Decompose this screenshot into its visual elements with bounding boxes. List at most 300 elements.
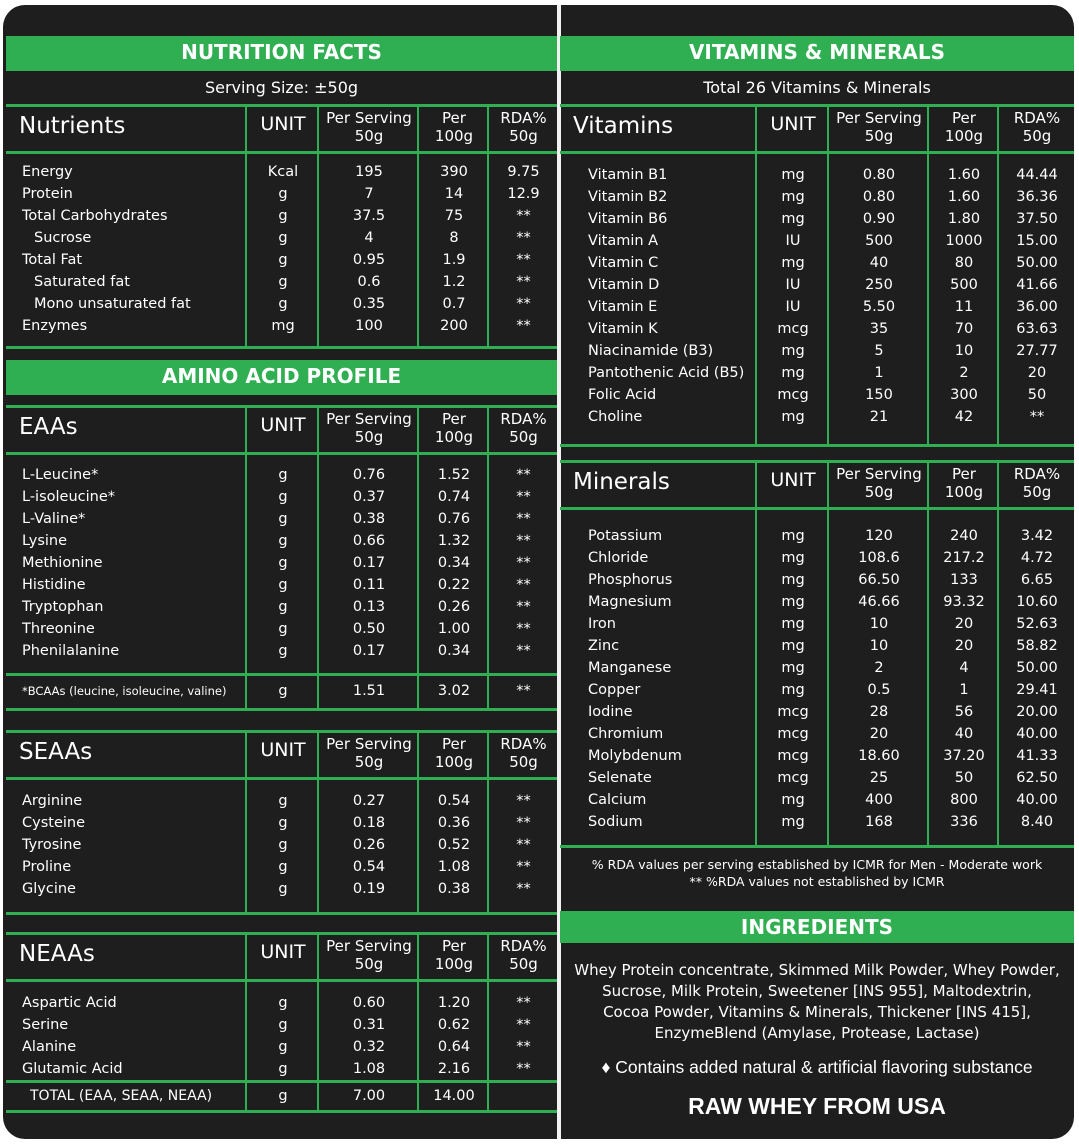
row-per-100g: 1.60 bbox=[947, 189, 981, 205]
row-per-100g: 300 bbox=[950, 387, 978, 403]
row-per-100g: 0.34 bbox=[437, 643, 471, 659]
eaas-header-title: EAAs bbox=[19, 414, 78, 440]
row-unit: mg bbox=[781, 594, 805, 610]
row-unit: g bbox=[278, 1088, 288, 1104]
rda-note: % RDA values per serving established by ICMR for Men - Moderate work bbox=[591, 857, 1043, 872]
vitamins-row bbox=[560, 274, 1074, 296]
row-per-serving: 0.35 bbox=[352, 296, 386, 312]
row-unit: mg bbox=[781, 550, 805, 566]
minerals-row bbox=[560, 767, 1074, 789]
row-unit: g bbox=[278, 621, 288, 637]
row-per-100g: 0.38 bbox=[437, 881, 471, 897]
row-name: Protein bbox=[22, 186, 73, 202]
minerals-header-title: Minerals bbox=[573, 469, 670, 495]
row-per-serving: 10 bbox=[869, 638, 889, 654]
row-per-100g: 14.00 bbox=[433, 1088, 475, 1104]
row-per-serving: 0.60 bbox=[352, 995, 386, 1011]
header-line: Per Serving bbox=[326, 109, 412, 127]
row-per-100g: 0.52 bbox=[437, 837, 471, 853]
row-unit: mcg bbox=[777, 726, 809, 742]
row-per-serving: 0.37 bbox=[352, 489, 386, 505]
row-per-100g: 0.64 bbox=[437, 1039, 471, 1055]
row-name: Histidine bbox=[22, 577, 86, 593]
row-rda: 9.75 bbox=[507, 164, 540, 180]
row-unit: mg bbox=[781, 343, 805, 359]
header-line: 100g bbox=[944, 127, 984, 145]
row-name: L-Leucine* bbox=[22, 467, 99, 483]
row-per-100g: 8 bbox=[449, 230, 459, 246]
row-unit: mcg bbox=[777, 770, 809, 786]
seaas-header-per-serving bbox=[320, 735, 418, 771]
minerals-header-per-serving bbox=[830, 465, 928, 501]
header-line: Per Serving bbox=[326, 410, 412, 428]
row-per-serving: 0.13 bbox=[352, 599, 386, 615]
row-name: Vitamin A bbox=[588, 233, 659, 249]
nutrients-bottom-rule bbox=[6, 346, 557, 349]
neaas-header-row bbox=[6, 935, 557, 979]
row-unit: g bbox=[278, 599, 288, 615]
row-per-serving: 5 bbox=[874, 343, 884, 359]
row-per-serving: 1.08 bbox=[352, 1061, 386, 1077]
row-per-100g: 200 bbox=[440, 318, 468, 334]
row-per-100g: 2.16 bbox=[437, 1061, 471, 1077]
row-per-100g: 1000 bbox=[945, 233, 983, 249]
row-per-serving: 0.6 bbox=[357, 274, 381, 290]
row-unit: IU bbox=[785, 233, 801, 249]
seaas-row bbox=[6, 834, 557, 856]
row-unit: g bbox=[278, 186, 288, 202]
row-per-serving: 1.51 bbox=[352, 683, 386, 699]
seaas-header-rda bbox=[490, 735, 557, 771]
row-per-100g: 0.26 bbox=[437, 599, 471, 615]
row-per-serving: 0.54 bbox=[352, 859, 386, 875]
row-name: Proline bbox=[22, 859, 72, 875]
row-rda: ** bbox=[516, 599, 531, 615]
row-per-serving: 0.17 bbox=[352, 643, 386, 659]
row-name: Glutamic Acid bbox=[22, 1061, 123, 1077]
row-rda: ** bbox=[516, 555, 531, 571]
row-per-serving: 35 bbox=[869, 321, 889, 337]
row-per-serving: 7.00 bbox=[352, 1088, 386, 1104]
row-per-100g: 3.02 bbox=[437, 683, 471, 699]
seaas-header-title: SEAAs bbox=[19, 739, 93, 765]
minerals-row bbox=[560, 723, 1074, 745]
seaas-header-row bbox=[6, 733, 557, 777]
eaas-header-unit: UNIT bbox=[260, 414, 306, 436]
row-name: Tyrosine bbox=[22, 837, 82, 853]
vitamins-row bbox=[560, 164, 1074, 186]
row-name: Vitamin B1 bbox=[588, 167, 668, 183]
header-line: 100g bbox=[434, 955, 474, 973]
row-per-100g: 80 bbox=[954, 255, 974, 271]
row-per-100g: 1.9 bbox=[442, 252, 466, 268]
row-unit: g bbox=[278, 815, 288, 831]
row-per-serving: 168 bbox=[865, 814, 893, 830]
row-rda: 6.65 bbox=[1020, 572, 1054, 588]
minerals-row bbox=[560, 811, 1074, 833]
row-per-100g: 1.80 bbox=[947, 211, 981, 227]
eaas-header-per-serving bbox=[320, 410, 418, 446]
row-per-serving: 0.17 bbox=[352, 555, 386, 571]
header-line: 50g bbox=[509, 955, 538, 973]
row-per-100g: 500 bbox=[950, 277, 978, 293]
vitamins-header-per-100g bbox=[930, 109, 998, 145]
header-line: 100g bbox=[434, 127, 474, 145]
row-per-100g: 133 bbox=[950, 572, 978, 588]
row-name: Lysine bbox=[22, 533, 68, 549]
row-per-serving: 21 bbox=[869, 409, 889, 425]
row-per-100g: 1.52 bbox=[437, 467, 471, 483]
row-per-100g: 0.36 bbox=[437, 815, 471, 831]
seaas-bottom-rule bbox=[6, 912, 557, 915]
row-unit: mg bbox=[781, 409, 805, 425]
header-line: 50g bbox=[354, 127, 384, 145]
nutrients-header-unit: UNIT bbox=[260, 113, 306, 135]
row-per-100g: 1.20 bbox=[437, 995, 471, 1011]
nutrients-row bbox=[6, 315, 557, 337]
vitamins-row bbox=[560, 318, 1074, 340]
eaas-header-per-100g bbox=[420, 410, 488, 446]
row-name: Phenilalanine bbox=[22, 643, 120, 659]
neaas-header-per-serving bbox=[320, 937, 418, 973]
vitamins-row bbox=[560, 296, 1074, 318]
row-unit: g bbox=[278, 1039, 288, 1055]
row-per-serving: 100 bbox=[355, 318, 383, 334]
eaas-row bbox=[6, 552, 557, 574]
flavoring-notice: ♦ Contains added natural & artificial flavoring substance bbox=[601, 1057, 1033, 1077]
row-per-100g: 1.32 bbox=[437, 533, 471, 549]
minerals-row bbox=[560, 657, 1074, 679]
nutrition-facts-title: NUTRITION FACTS bbox=[6, 36, 557, 68]
row-rda: ** bbox=[516, 683, 531, 699]
vitamins-row bbox=[560, 340, 1074, 362]
row-unit: g bbox=[278, 837, 288, 853]
vitamins-header-per-serving bbox=[830, 109, 928, 145]
row-name: Tryptophan bbox=[22, 599, 104, 615]
row-name: Molybdenum bbox=[588, 748, 682, 764]
green-rule bbox=[6, 68, 557, 71]
row-unit: g bbox=[278, 533, 288, 549]
nutrients-header-per-serving bbox=[320, 109, 418, 145]
row-per-serving: 0.80 bbox=[862, 167, 896, 183]
row-name: Iron bbox=[588, 616, 616, 632]
row-per-100g: 4 bbox=[959, 660, 969, 676]
row-per-serving: 4 bbox=[364, 230, 374, 246]
row-rda: ** bbox=[516, 274, 531, 290]
row-per-serving: 0.32 bbox=[352, 1039, 386, 1055]
row-unit: mg bbox=[781, 616, 805, 632]
ingredients-line: Cocoa Powder, Vitamins & Minerals, Thickener [INS 415], bbox=[603, 1003, 1031, 1021]
row-rda: 36.36 bbox=[1016, 189, 1058, 205]
row-rda: 50 bbox=[1027, 387, 1047, 403]
row-per-serving: 0.5 bbox=[867, 682, 891, 698]
row-per-serving: 0.26 bbox=[352, 837, 386, 853]
row-unit: mg bbox=[781, 167, 805, 183]
row-rda: 29.41 bbox=[1016, 682, 1058, 698]
header-line: RDA% bbox=[500, 410, 547, 428]
header-line: Per bbox=[952, 109, 976, 127]
row-per-serving: 5.50 bbox=[862, 299, 896, 315]
row-rda: ** bbox=[516, 511, 531, 527]
row-unit: mg bbox=[271, 318, 295, 334]
row-rda: ** bbox=[516, 815, 531, 831]
nutrients-header-row bbox=[6, 107, 557, 151]
row-unit: mg bbox=[781, 792, 805, 808]
row-rda: ** bbox=[516, 230, 531, 246]
row-rda: 41.33 bbox=[1016, 748, 1058, 764]
row-per-serving: 0.76 bbox=[352, 467, 386, 483]
row-rda: 36.00 bbox=[1016, 299, 1058, 315]
row-name: Total Fat bbox=[22, 252, 83, 268]
eaas-header-row bbox=[6, 408, 557, 452]
column-rule bbox=[487, 1080, 489, 1110]
row-per-serving: 20 bbox=[869, 726, 889, 742]
row-per-100g: 20 bbox=[954, 638, 974, 654]
header-line: 50g bbox=[1022, 127, 1052, 145]
minerals-header-per-100g bbox=[930, 465, 998, 501]
column-rule bbox=[317, 1080, 319, 1110]
row-per-serving: 0.80 bbox=[862, 189, 896, 205]
vitamins-bottom-rule bbox=[560, 444, 1074, 447]
row-per-serving: 120 bbox=[865, 528, 893, 544]
row-rda: 58.82 bbox=[1016, 638, 1058, 654]
vitamins-row bbox=[560, 406, 1074, 428]
minerals-row bbox=[560, 635, 1074, 657]
eaas-row bbox=[6, 640, 557, 662]
row-per-100g: 56 bbox=[954, 704, 974, 720]
row-unit: mcg bbox=[777, 748, 809, 764]
nutrients-row bbox=[6, 293, 557, 315]
row-unit: mg bbox=[781, 211, 805, 227]
row-per-100g: 70 bbox=[954, 321, 974, 337]
row-per-serving: 0.18 bbox=[352, 815, 386, 831]
row-unit: g bbox=[278, 230, 288, 246]
row-unit: IU bbox=[785, 299, 801, 315]
row-per-100g: 40 bbox=[954, 726, 974, 742]
row-rda: ** bbox=[516, 1061, 531, 1077]
row-rda: ** bbox=[516, 793, 531, 809]
column-rule bbox=[487, 673, 489, 708]
row-unit: mg bbox=[781, 365, 805, 381]
row-unit: Kcal bbox=[267, 164, 299, 180]
row-per-100g: 390 bbox=[440, 164, 468, 180]
row-rda: 44.44 bbox=[1016, 167, 1058, 183]
vitamins-row bbox=[560, 186, 1074, 208]
row-unit: IU bbox=[785, 277, 801, 293]
row-rda: ** bbox=[516, 881, 531, 897]
row-per-serving: 0.38 bbox=[352, 511, 386, 527]
row-per-100g: 20 bbox=[954, 616, 974, 632]
row-rda: ** bbox=[516, 1017, 531, 1033]
header-line: RDA% bbox=[1013, 465, 1061, 483]
row-rda: ** bbox=[516, 621, 531, 637]
column-rule bbox=[245, 1080, 247, 1110]
row-name: Vitamin C bbox=[588, 255, 659, 271]
row-unit: mg bbox=[781, 814, 805, 830]
row-rda: 37.50 bbox=[1016, 211, 1058, 227]
header-line: 50g bbox=[354, 955, 384, 973]
column-rule bbox=[245, 673, 247, 708]
row-name: Iodine bbox=[588, 704, 633, 720]
row-rda: 40.00 bbox=[1016, 792, 1058, 808]
row-rda: 15.00 bbox=[1016, 233, 1058, 249]
row-rda: ** bbox=[516, 318, 531, 334]
row-name: Vitamin D bbox=[588, 277, 660, 293]
row-per-100g: 0.54 bbox=[437, 793, 471, 809]
header-line: 50g bbox=[509, 428, 538, 446]
header-line: Per Serving bbox=[326, 937, 412, 955]
row-name: Magnesium bbox=[588, 594, 672, 610]
row-per-100g: 0.74 bbox=[437, 489, 471, 505]
row-name: Chloride bbox=[588, 550, 649, 566]
row-per-serving: 46.66 bbox=[858, 594, 900, 610]
rda-note-unestablished: ** %RDA values not established by ICMR bbox=[689, 874, 945, 889]
row-unit: mg bbox=[781, 255, 805, 271]
vitamins-minerals-title: VITAMINS & MINERALS bbox=[560, 36, 1074, 68]
neaas-bottom-rule bbox=[6, 1080, 557, 1083]
eaas-row bbox=[6, 618, 557, 640]
header-line: Per bbox=[442, 109, 466, 127]
total-row bbox=[6, 1085, 557, 1107]
minerals-row bbox=[560, 613, 1074, 635]
row-name: Mono unsaturated fat bbox=[34, 296, 191, 312]
neaas-header-rda bbox=[490, 937, 557, 973]
minerals-row bbox=[560, 679, 1074, 701]
row-rda: ** bbox=[516, 533, 531, 549]
header-line: 50g bbox=[509, 127, 538, 145]
header-line: 50g bbox=[354, 428, 384, 446]
neaas-header-per-100g bbox=[420, 937, 488, 973]
row-rda: ** bbox=[516, 837, 531, 853]
row-rda: 50.00 bbox=[1016, 255, 1058, 271]
eaas-header-rule bbox=[6, 452, 557, 455]
row-per-100g: 1.08 bbox=[437, 859, 471, 875]
row-name: Vitamin K bbox=[588, 321, 658, 337]
row-rda: 63.63 bbox=[1016, 321, 1058, 337]
row-unit: mg bbox=[781, 528, 805, 544]
minerals-row bbox=[560, 789, 1074, 811]
row-per-100g: 240 bbox=[950, 528, 978, 544]
header-line: 50g bbox=[864, 483, 894, 501]
row-unit: mcg bbox=[777, 387, 809, 403]
row-name: Cysteine bbox=[22, 815, 86, 831]
row-name: Threonine bbox=[22, 621, 95, 637]
row-unit: g bbox=[278, 1061, 288, 1077]
row-name: Aspartic Acid bbox=[22, 995, 117, 1011]
row-per-serving: 28 bbox=[869, 704, 889, 720]
row-unit: mg bbox=[781, 572, 805, 588]
row-unit: g bbox=[278, 643, 288, 659]
header-line: RDA% bbox=[500, 735, 547, 753]
row-per-100g: 37.20 bbox=[943, 748, 985, 764]
header-line: Per bbox=[442, 937, 466, 955]
row-unit: g bbox=[278, 683, 288, 699]
header-line: RDA% bbox=[1013, 109, 1061, 127]
row-per-serving: 0.66 bbox=[352, 533, 386, 549]
row-per-100g: 336 bbox=[950, 814, 978, 830]
nutrients-header-title: Nutrients bbox=[19, 113, 126, 139]
header-line: Per bbox=[442, 410, 466, 428]
seaas-row bbox=[6, 878, 557, 900]
nutrition-label-card bbox=[3, 5, 1074, 1139]
header-line: 50g bbox=[864, 127, 894, 145]
vitamins-row bbox=[560, 208, 1074, 230]
green-rule bbox=[560, 68, 1074, 71]
row-per-serving: 0.50 bbox=[352, 621, 386, 637]
nutrients-row bbox=[6, 161, 557, 183]
vitamins-header-rda bbox=[1000, 109, 1074, 145]
header-line: 100g bbox=[434, 753, 474, 771]
row-unit: g bbox=[278, 1017, 288, 1033]
ingredients-line: Sucrose, Milk Protein, Sweetener [INS 955], Maltodextrin, bbox=[602, 982, 1032, 1000]
seaas-header-rule bbox=[6, 777, 557, 780]
row-per-serving: 195 bbox=[355, 164, 383, 180]
row-name: Sodium bbox=[588, 814, 643, 830]
row-rda: 20 bbox=[1027, 365, 1047, 381]
nutrients-row bbox=[6, 271, 557, 293]
row-rda: ** bbox=[516, 489, 531, 505]
row-rda: ** bbox=[516, 467, 531, 483]
row-name: Total Carbohydrates bbox=[22, 208, 168, 224]
row-rda: ** bbox=[516, 208, 531, 224]
amino-acid-profile-title: AMINO ACID PROFILE bbox=[6, 360, 557, 392]
minerals-header-rda bbox=[1000, 465, 1074, 501]
row-rda: ** bbox=[516, 1039, 531, 1055]
row-per-serving: 0.19 bbox=[352, 881, 386, 897]
eaas-row bbox=[6, 508, 557, 530]
row-per-serving: 7 bbox=[364, 186, 374, 202]
row-per-100g: 1 bbox=[959, 682, 969, 698]
row-per-100g: 50 bbox=[954, 770, 974, 786]
header-line: Per bbox=[952, 465, 976, 483]
row-per-100g: 1.00 bbox=[437, 621, 471, 637]
row-rda: 27.77 bbox=[1016, 343, 1058, 359]
row-per-100g: 800 bbox=[950, 792, 978, 808]
row-per-serving: 2 bbox=[874, 660, 884, 676]
row-name: Serine bbox=[22, 1017, 69, 1033]
vitamins-row bbox=[560, 384, 1074, 406]
vitamins-header-unit: UNIT bbox=[770, 113, 816, 135]
serving-size: Serving Size: ±50g bbox=[204, 78, 359, 97]
row-name: L-Valine* bbox=[22, 511, 86, 527]
row-per-serving: 10 bbox=[869, 616, 889, 632]
row-per-serving: 500 bbox=[865, 233, 893, 249]
header-line: Per Serving bbox=[836, 465, 922, 483]
column-rule bbox=[417, 1080, 419, 1110]
eaas-row bbox=[6, 574, 557, 596]
seaas-header-per-100g bbox=[420, 735, 488, 771]
row-per-serving: 0.31 bbox=[352, 1017, 386, 1033]
row-rda: 62.50 bbox=[1016, 770, 1058, 786]
row-unit: g bbox=[278, 859, 288, 875]
vitamins-header-title: Vitamins bbox=[573, 113, 674, 139]
row-unit: g bbox=[278, 274, 288, 290]
minerals-bottom-rule bbox=[560, 845, 1074, 848]
row-per-100g: 0.62 bbox=[437, 1017, 471, 1033]
row-unit: g bbox=[278, 511, 288, 527]
eaas-row bbox=[6, 464, 557, 486]
ingredients-line: EnzymeBlend (Amylase, Protease, Lactase) bbox=[654, 1024, 980, 1042]
neaas-header-rule bbox=[6, 979, 557, 982]
vitamins-minerals-subtitle: Total 26 Vitamins & Minerals bbox=[703, 78, 931, 97]
row-per-serving: 0.90 bbox=[862, 211, 896, 227]
row-per-serving: 0.95 bbox=[352, 252, 386, 268]
nutrients-header-per-100g bbox=[420, 109, 488, 145]
row-per-serving: 1 bbox=[874, 365, 884, 381]
column-rule bbox=[417, 673, 419, 708]
row-unit: g bbox=[278, 995, 288, 1011]
row-per-100g: 93.32 bbox=[943, 594, 985, 610]
